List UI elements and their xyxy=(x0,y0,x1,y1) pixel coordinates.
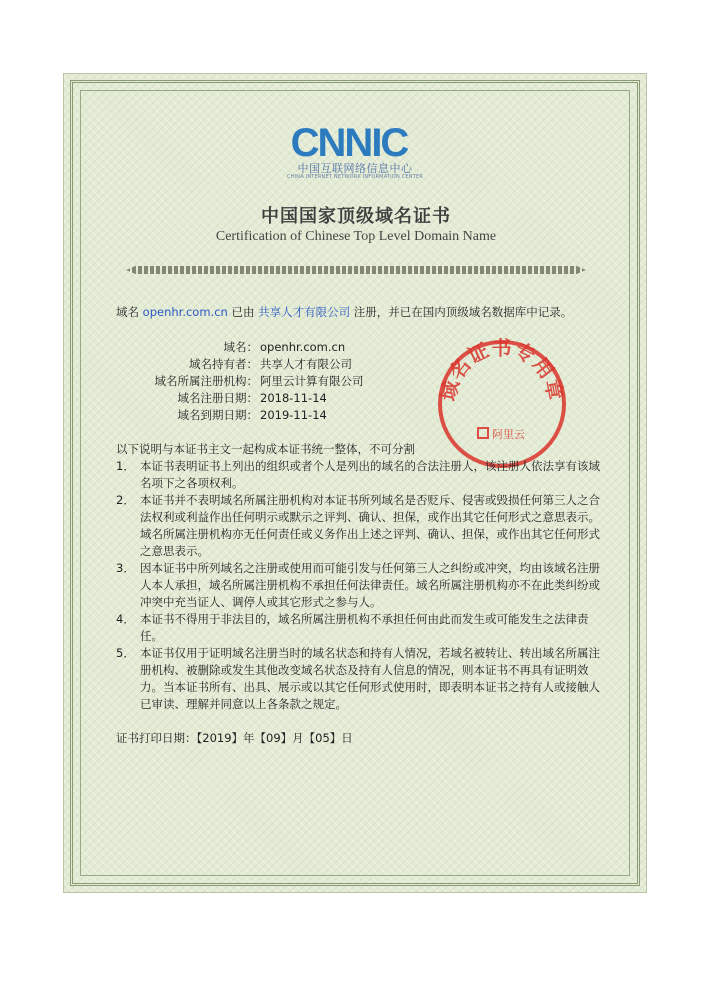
intro-domain: openhr.com.cn xyxy=(142,305,228,319)
intro-part-1: 域名 xyxy=(116,305,143,319)
print-date: 证书打印日期：【2019】年【09】月【05】日 xyxy=(116,731,353,745)
svg-text:域名证书专用章 xyxy=(436,338,568,403)
info-label: 域名所属注册机构： xyxy=(154,374,258,388)
note-text: 本证书表明证书上列出的组织或者个人是列出的域名的合法注册人，该注册人依法享有该域名项下之各项权利。 xyxy=(140,459,600,490)
info-value: openhr.com.cn xyxy=(260,340,346,354)
info-row-reg-date xyxy=(116,390,466,407)
info-label: 域名持有者： xyxy=(189,357,258,371)
certificate-title-en: Certification of Chinese Top Level Domain Name xyxy=(215,229,497,244)
info-row-registrar xyxy=(116,373,466,390)
info-label: 域名注册日期： xyxy=(177,391,258,405)
info-row-domain xyxy=(116,339,466,356)
info-value: 共享人才有限公司 xyxy=(260,357,352,371)
note-number: 1． xyxy=(116,459,135,473)
note-item xyxy=(116,560,606,611)
info-label: 域名到期日期： xyxy=(177,408,258,422)
intro-part-3: 注册，并已在国内顶级域名数据库中记录。 xyxy=(350,305,573,319)
info-row-exp-date xyxy=(116,407,466,424)
note-item xyxy=(116,492,606,560)
seal-brand: 阿里云 xyxy=(492,428,525,441)
note-text: 本证书不得用于非法目的，域名所属注册机构不承担任何由此而发生或可能发生之法律责任。 xyxy=(140,612,589,643)
note-text: 本证书仅用于证明域名注册当时的域名状态和持有人情况，若域名被转让、转出域名所属注册机构、被删除或发生其他改变域名状态及持有人信息的情况，则本证书不再具有证明效力。当本证书所有、出具、展示或以其它任何形式使用时，即表明本证书之持有人或接触人已审读、理解并同意以上各条款之规定。 xyxy=(140,646,600,711)
domain-info xyxy=(116,339,466,424)
note-item xyxy=(116,611,606,645)
note-number: 4． xyxy=(116,612,135,626)
note-number: 3． xyxy=(116,561,135,575)
certificate-title-cn: 中国国家顶级域名证书 xyxy=(261,206,451,227)
note-text: 因本证书中所列域名之注册或使用而可能引发与任何第三人之纠纷或冲突，均由该域名注册人本人承担，域名所属注册机构不承担任何法律责任。域名所属注册机构亦不在此类纠纷或冲突中充当证人、调停人或其它形式之参与人。 xyxy=(140,561,600,609)
notes-heading: 以下说明与本证书主文一起构成本证书统一整体，不可分割 xyxy=(116,442,415,456)
note-number: 5． xyxy=(116,646,135,660)
info-label: 域名： xyxy=(223,340,258,354)
intro-statement xyxy=(116,304,616,321)
info-value: 2019-11-14 xyxy=(260,408,327,422)
intro-part-2: 已由 xyxy=(227,305,259,319)
note-item xyxy=(116,645,606,713)
info-value: 2018-11-14 xyxy=(260,391,327,405)
info-value: 阿里云计算有限公司 xyxy=(260,374,364,388)
info-row-holder xyxy=(116,356,466,373)
note-item xyxy=(116,458,606,492)
logo-wordmark: CNNIC xyxy=(290,122,408,162)
logo-chinese-name: 中国互联网络信息中心 xyxy=(297,162,413,175)
logo-english-name: CHINA INTERNET NETWORK INFORMATION CENTER xyxy=(286,174,423,180)
notes-list xyxy=(116,458,606,713)
seal-text: 域名证书专用章 xyxy=(436,338,568,403)
certificate xyxy=(63,73,647,893)
intro-holder: 共享人才有限公司 xyxy=(258,305,351,319)
note-number: 2． xyxy=(116,493,135,507)
note-text: 本证书并不表明域名所属注册机构对本证书所列域名是否贬斥、侵害或毁损任何第三人之合法权利或利益作出任何明示或默示之评判、确认、担保，或作出其它任何形式之意思表示。域名所属注册机构亦无任何责任或义务作出上述之评判、确认、担保，或作出其它任何形式之意思表示。 xyxy=(140,493,600,558)
aliyun-logo-icon xyxy=(478,428,488,438)
ornamental-divider xyxy=(126,266,586,274)
